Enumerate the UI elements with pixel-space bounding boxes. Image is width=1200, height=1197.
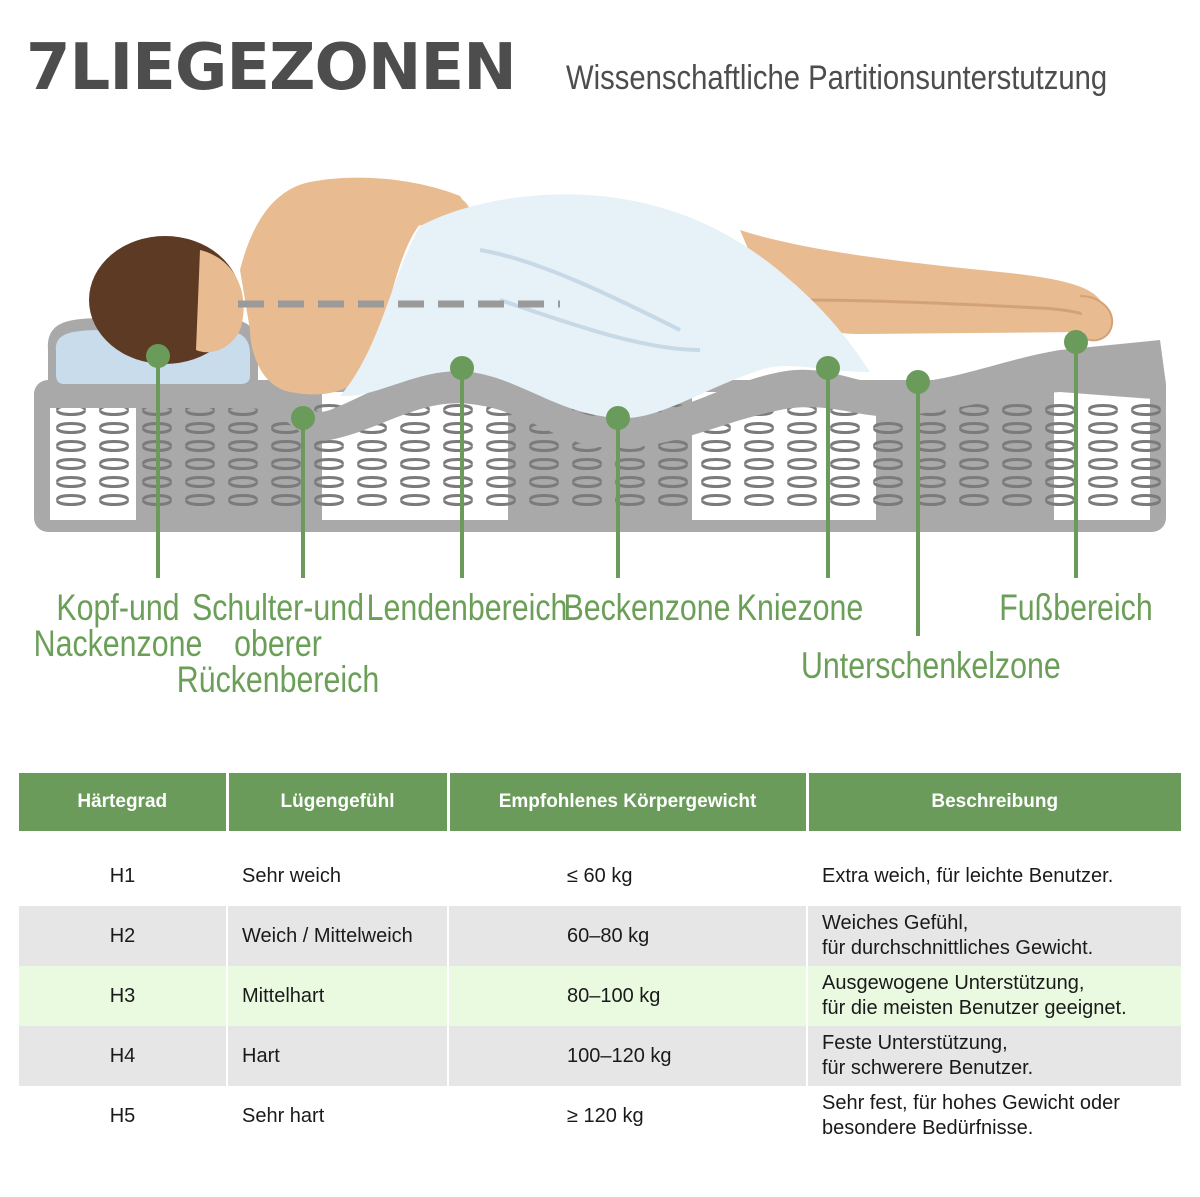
zone-marker-dot [906,370,930,394]
table-row [19,966,1181,1026]
cell-description: Sehr fest, für hohes Gewicht oder besondere Bedürfnisse. [807,1086,1181,1146]
header-hardness: Härtegrad [19,773,227,831]
cell-grade: H3 [19,966,227,1026]
cell-weight: 100–120 kg [448,1026,807,1086]
cell-feel: Mittelhart [227,966,448,1026]
table-header-row [19,773,1181,831]
zone-label-shoulder: Schulter-und oberer Rückenbereich [176,587,380,700]
cell-grade: H4 [19,1026,227,1086]
zone-marker-dot [291,406,315,430]
table-row [19,906,1181,966]
cell-feel: Sehr hart [227,1086,448,1146]
zone-label-pelvis: Beckenzone [563,587,731,628]
table-row [19,1026,1181,1086]
zone-marker-dot [1064,330,1088,354]
table-row [19,846,1181,906]
cell-feel: Hart [227,1026,448,1086]
hardness-table [19,773,1181,1146]
zone-marker-dot [606,406,630,430]
table-row [19,1086,1181,1146]
cell-grade: H1 [19,846,227,906]
zone-marker-dot [816,356,840,380]
mattress-compartment [50,392,136,520]
zone-marker-dot [450,356,474,380]
cell-weight: ≤ 60 kg [448,846,807,906]
cell-description: Ausgewogene Unterstützung, für die meisten Benutzer geeignet. [807,966,1181,1026]
header-weight: Empfohlenes Körpergewicht [448,773,807,831]
zone-marker-dot [146,344,170,368]
cell-weight: ≥ 120 kg [448,1086,807,1146]
cell-weight: 60–80 kg [448,906,807,966]
mattress-compartment [1054,392,1150,520]
zone-label-foot: Fußbereich [999,587,1153,628]
zone-label-lumbar: Lendenbereich [366,587,568,628]
page-subtitle: Wissenschaftliche Partitionsunterstutzung [566,59,1108,97]
zone-label-calf: Unterschenkelzone [801,645,1061,686]
header-feel: Lügengefühl [227,773,448,831]
cell-grade: H5 [19,1086,227,1146]
cell-feel: Weich / Mittelweich [227,906,448,966]
cell-feel: Sehr weich [227,846,448,906]
cell-description: Feste Unterstützung, für schwerere Benutzer. [807,1026,1181,1086]
cell-grade: H2 [19,906,227,966]
cell-description: Extra weich, für leichte Benutzer. [807,846,1181,906]
cell-description: Weiches Gefühl, für durchschnittliches Gewicht. [807,906,1181,966]
page-title: 7LIEGEZONEN [26,31,516,105]
zone-label-knee: Kniezone [736,587,864,628]
header-description: Beschreibung [807,773,1181,831]
zone-label-head: Kopf-und Nackenzone [33,587,203,664]
cell-weight: 80–100 kg [448,966,807,1026]
